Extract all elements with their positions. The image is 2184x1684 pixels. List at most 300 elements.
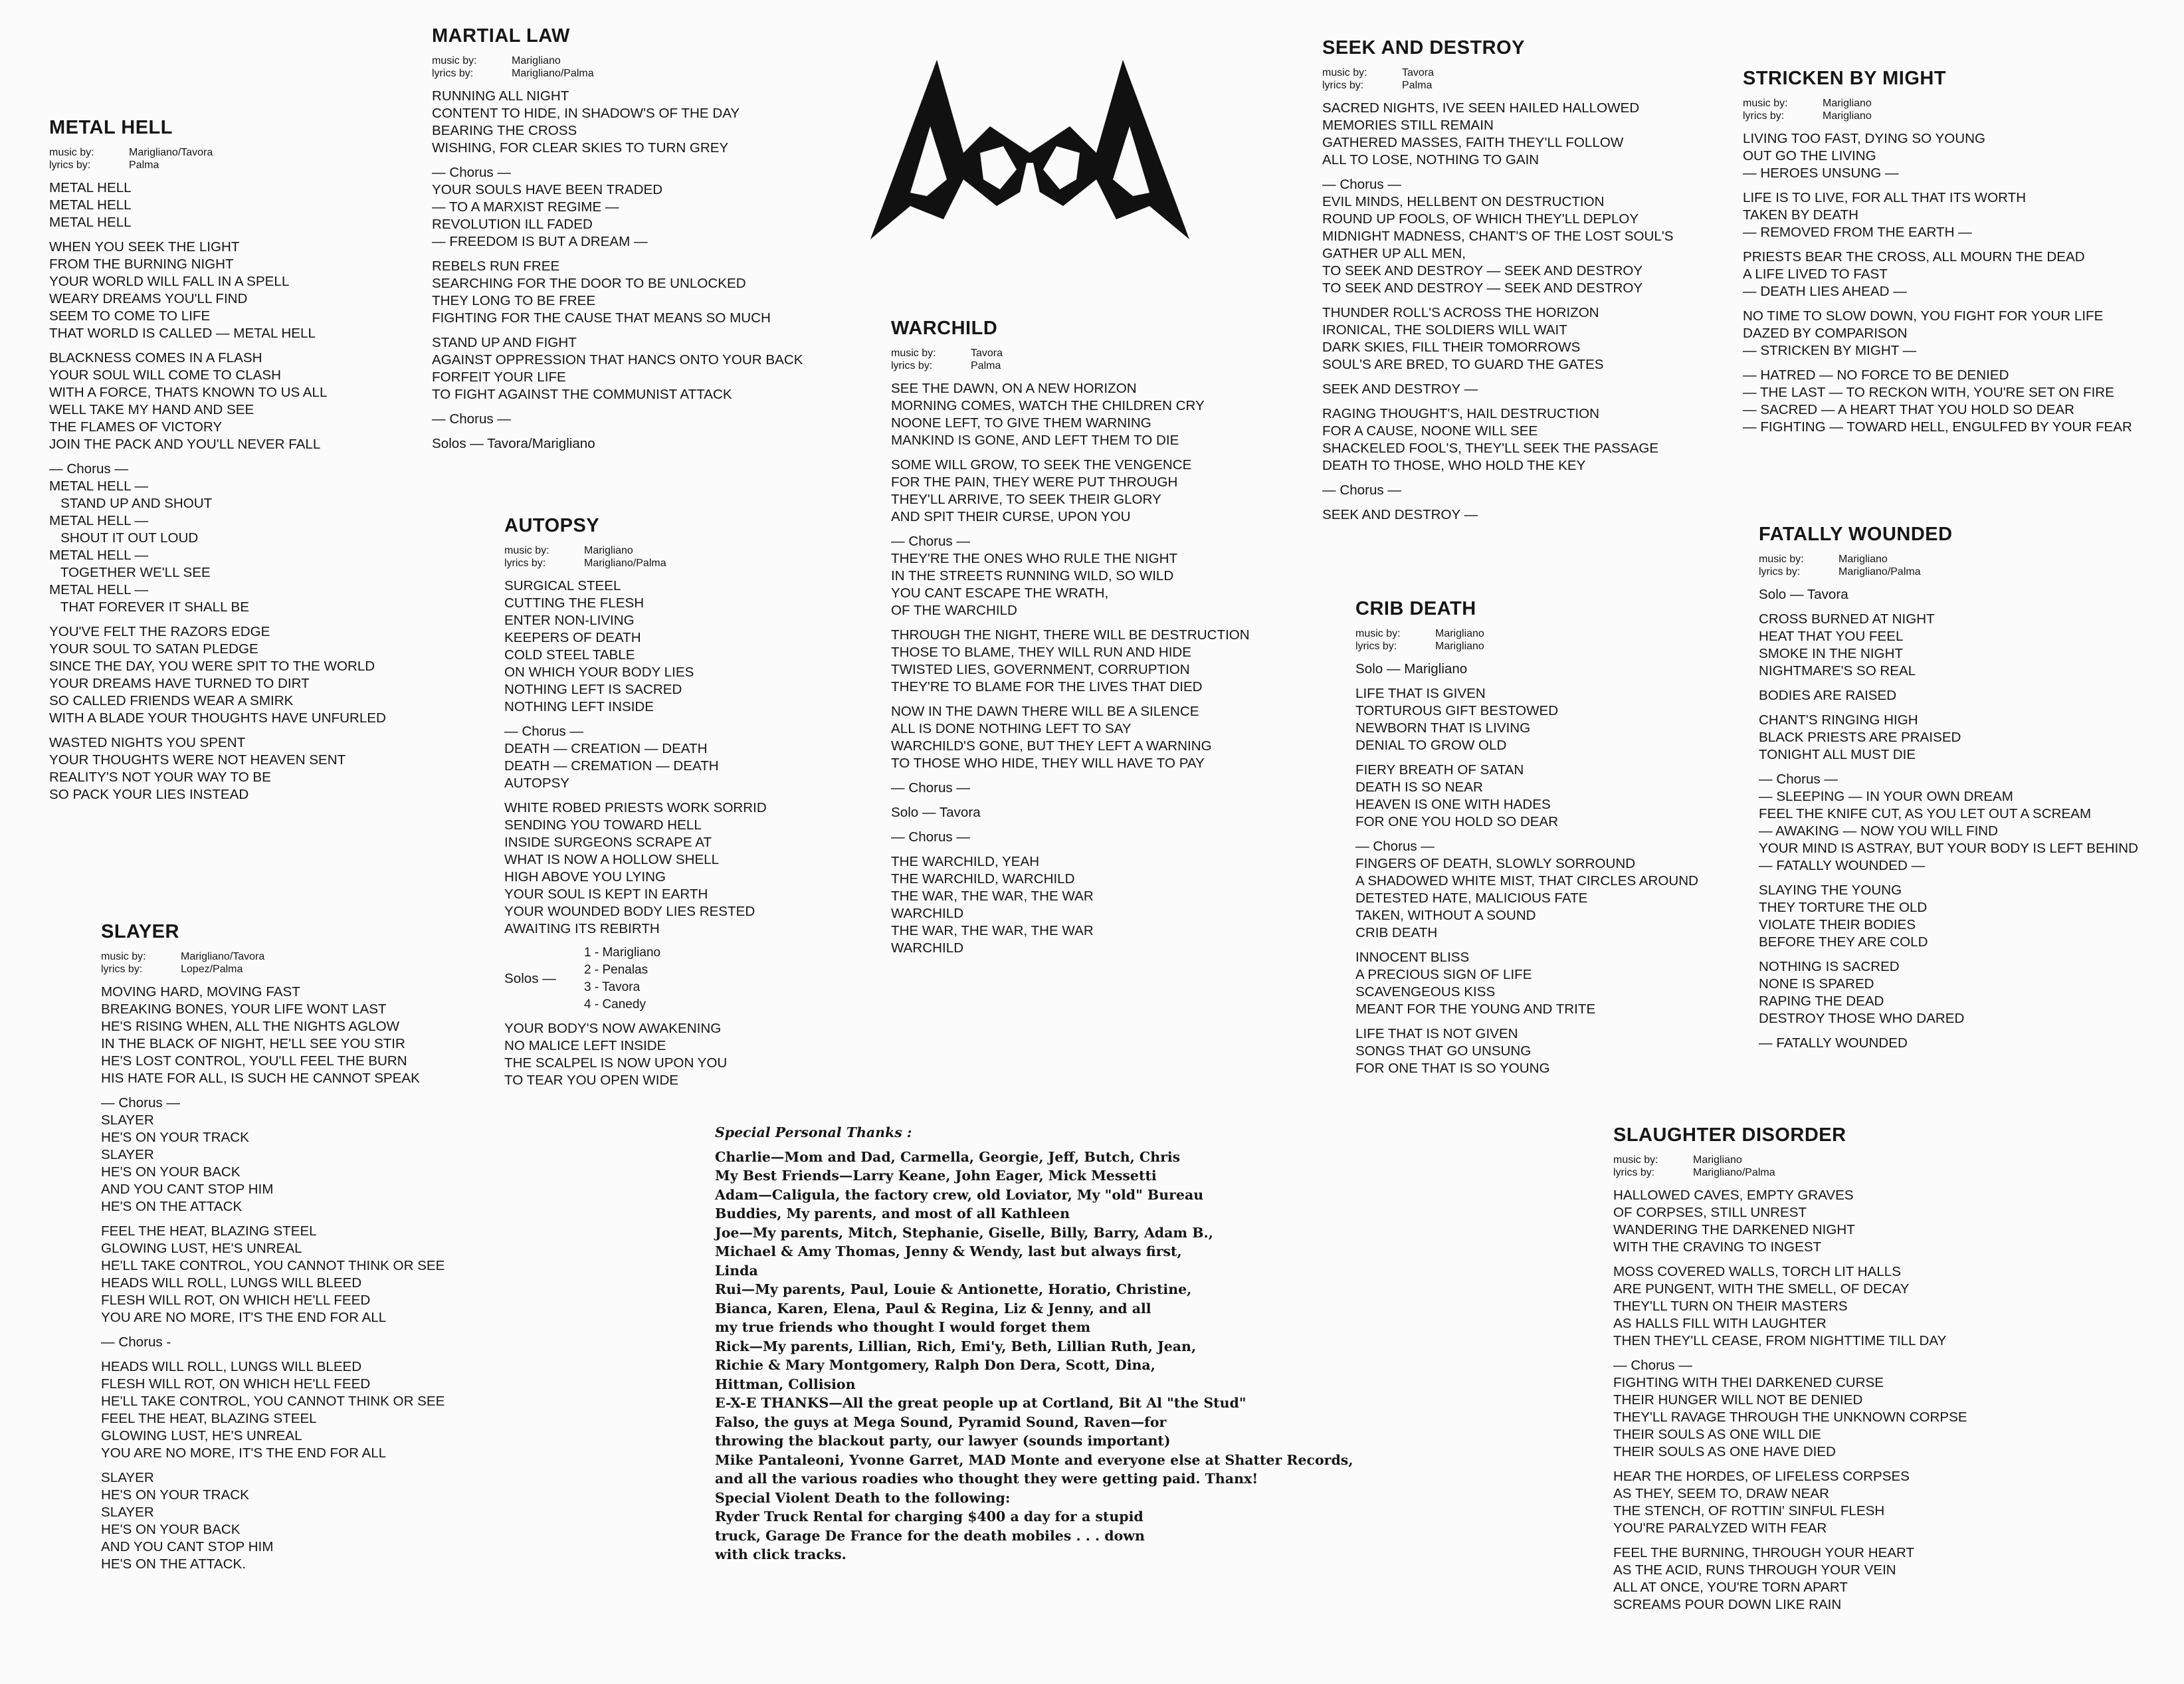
text-line: YOUR WOUNDED BODY LIES RESTED bbox=[504, 904, 755, 919]
text-line: — STRICKEN BY MIGHT — bbox=[1743, 343, 1917, 358]
thanks-lines bbox=[715, 1148, 1406, 1564]
text-line: RAGING THOUGHT'S, HAIL DESTRUCTION bbox=[1322, 406, 1599, 421]
text-line: My Best Friends—Larry Keane, John Eager, Mick Messetti bbox=[715, 1168, 1157, 1184]
lyrics-credit: Palma bbox=[129, 159, 159, 171]
song-warchild bbox=[891, 318, 1303, 957]
text-line: REALITY'S NOT YOUR WAY TO BE bbox=[49, 770, 271, 785]
text-line: Solo — Marigliano bbox=[1355, 661, 1468, 677]
text-line: Hittman, Collision bbox=[715, 1376, 856, 1392]
stanza-gap bbox=[1759, 764, 2181, 771]
music-credit: Tavora bbox=[1402, 67, 1435, 78]
text-line: SO CALLED FRIENDS WEAR A SMIRK bbox=[49, 693, 294, 708]
text-line: THEN THEY'LL CEASE, FROM NIGHTTIME TILL DAY bbox=[1613, 1333, 1947, 1348]
text-line: THEIR SOULS AS ONE HAVE DIED bbox=[1613, 1444, 1836, 1459]
thanks-heading: Special Personal Thanks : bbox=[715, 1124, 912, 1140]
text-line: MEANT FOR THE YOUNG AND TRITE bbox=[1355, 1001, 1596, 1017]
text-line: MOSS COVERED WALLS, TORCH LIT HALLS bbox=[1613, 1264, 1901, 1279]
text-line: WARCHILD'S GONE, BUT THEY LEFT A WARNING bbox=[891, 738, 1212, 754]
text-line: SONGS THAT GO UNSUNG bbox=[1355, 1043, 1532, 1059]
text-line: Solo — Tavora bbox=[891, 805, 981, 820]
text-line: WITH THE CRAVING TO INGEST bbox=[1613, 1239, 1822, 1255]
stanza-gap bbox=[101, 1326, 513, 1334]
song-title: CRIB DEATH bbox=[1355, 598, 1476, 619]
song-credits bbox=[101, 951, 513, 976]
text-line: TOGETHER WE'LL SEE bbox=[49, 565, 211, 580]
stanza-gap bbox=[432, 403, 831, 411]
stanza-gap bbox=[1355, 1018, 1754, 1025]
text-line: YOUR SOUL IS KEPT IN EARTH bbox=[504, 887, 708, 902]
text-line: SCAVENGEOUS KISS bbox=[1355, 984, 1496, 1000]
text-line: THEY'LL ARRIVE, TO SEEK THEIR GLORY bbox=[891, 492, 1161, 507]
stanza-gap bbox=[891, 449, 1303, 457]
text-line: THEY'RE TO BLAME FOR THE LIVES THAT DIED bbox=[891, 679, 1203, 694]
text-line: — SLEEPING — IN YOUR OWN DREAM bbox=[1759, 789, 2013, 804]
text-line: — Chorus — bbox=[1613, 1358, 1693, 1373]
text-line: 1 - Marigliano bbox=[584, 946, 661, 960]
text-line: TO SEEK AND DESTROY — SEEK AND DESTROY bbox=[1322, 280, 1643, 296]
text-line: DEATH — CREMATION — DEATH bbox=[504, 758, 719, 774]
stanza-gap bbox=[891, 696, 1303, 703]
text-line: with click tracks. bbox=[715, 1546, 846, 1562]
stanza-gap bbox=[49, 727, 448, 734]
stanza-gap bbox=[101, 1215, 513, 1223]
lyrics-block bbox=[504, 1020, 837, 1089]
text-line: HEAR THE HORDES, OF LIFELESS CORPSES bbox=[1613, 1469, 1910, 1484]
text-line: and all the various roadies who thought they were getting paid. Thanx! bbox=[715, 1471, 1258, 1487]
song-stricken-by-might bbox=[1721, 68, 2159, 436]
text-line: BREAKING BONES, YOUR LIFE WONT LAST bbox=[101, 1001, 387, 1017]
text-line: BLACKNESS COMES IN A FLASH bbox=[49, 350, 262, 366]
text-line: METAL HELL — bbox=[49, 478, 149, 494]
stanza-gap bbox=[1322, 169, 1734, 176]
exe-band-logo-icon bbox=[864, 53, 1196, 253]
lyrics-label: lyrics by: bbox=[1743, 110, 1785, 122]
text-line: NOTHING LEFT IS SACRED bbox=[504, 682, 682, 697]
song-title: STRICKEN BY MIGHT bbox=[1743, 68, 1947, 89]
text-line: HIS HATE FOR ALL, IS SUCH HE CANNOT SPEAK bbox=[101, 1071, 420, 1086]
text-line: CUTTING THE FLESH bbox=[504, 595, 645, 611]
stanza-gap bbox=[891, 526, 1303, 533]
music-label: music by: bbox=[1355, 628, 1401, 639]
lyrics-label: lyrics by: bbox=[49, 159, 91, 171]
text-line: BEFORE THEY ARE COLD bbox=[1759, 934, 1928, 950]
text-line: — Chorus — bbox=[101, 1095, 181, 1110]
text-line: my true friends who thought I would forget them bbox=[715, 1319, 1091, 1335]
text-line: HE'S ON THE ATTACK bbox=[101, 1199, 243, 1214]
lyrics-block bbox=[1613, 1187, 2038, 1614]
song-title: SEEK AND DESTROY bbox=[1322, 37, 1526, 58]
text-line: — Chorus — bbox=[504, 724, 584, 739]
stanza-gap bbox=[891, 846, 1303, 853]
text-line: E-X-E THANKS—All the great people up at Cortland, Bit Al "the Stud" bbox=[715, 1395, 1246, 1411]
text-line: — FIGHTING — TOWARD HELL, ENGULFED BY YOUR FEAR bbox=[1743, 419, 2132, 435]
solos-list bbox=[584, 944, 660, 1013]
text-line: FEEL THE BURNING, THROUGH YOUR HEART bbox=[1613, 1545, 1915, 1560]
text-line: GLOWING LUST, HE'S UNREAL bbox=[101, 1241, 302, 1256]
text-line: TORTUROUS GIFT BESTOWED bbox=[1355, 703, 1559, 718]
song-metal-hell bbox=[49, 117, 448, 803]
text-line: NOTHING IS SACRED bbox=[1759, 959, 1900, 974]
text-line: — HATRED — NO FORCE TO BE DENIED bbox=[1743, 368, 2009, 383]
text-line: VIOLATE THEIR BODIES bbox=[1759, 917, 1916, 932]
text-line: RUNNING ALL NIGHT bbox=[432, 88, 569, 104]
music-label: music by: bbox=[504, 545, 549, 556]
text-line: OF THE WARCHILD bbox=[891, 603, 1017, 618]
text-line: DENIAL TO GROW OLD bbox=[1355, 738, 1507, 753]
song-credits bbox=[1613, 1154, 2038, 1179]
stanza-gap bbox=[49, 342, 448, 350]
text-line: FOR A CAUSE, NOONE WILL SEE bbox=[1322, 423, 1538, 439]
music-credit: Tavora bbox=[971, 348, 1003, 359]
lyrics-credit: Palma bbox=[1402, 80, 1433, 91]
text-line: — FATALLY WOUNDED bbox=[1759, 1035, 1908, 1051]
text-line: ON WHICH YOUR BODY LIES bbox=[504, 665, 694, 680]
stanza-gap bbox=[891, 772, 1303, 780]
song-title: FATALLY WOUNDED bbox=[1759, 524, 1953, 545]
text-line: A LIFE LIVED TO FAST bbox=[1743, 266, 1888, 282]
stanza-gap bbox=[1613, 1537, 2038, 1544]
text-line: STAND UP AND FIGHT bbox=[432, 335, 577, 350]
stanza-gap bbox=[1743, 241, 2159, 249]
text-line: WARCHILD bbox=[891, 906, 964, 921]
text-line: SEEK AND DESTROY — bbox=[1322, 381, 1478, 397]
music-label: music by: bbox=[1322, 67, 1367, 78]
text-line: THE WARCHILD, WARCHILD bbox=[891, 871, 1075, 887]
text-line: FIERY BREATH OF SATAN bbox=[1355, 762, 1524, 778]
text-line: SURGICAL STEEL bbox=[504, 578, 621, 593]
song-credits bbox=[504, 545, 837, 570]
text-line: A SHADOWED WHITE MIST, THAT CIRCLES AROUND bbox=[1355, 873, 1699, 889]
music-credit: Marigliano bbox=[1838, 554, 1888, 565]
song-credits bbox=[432, 55, 831, 80]
text-line: AND SPIT THEIR CURSE, UPON YOU bbox=[891, 509, 1131, 524]
music-credit: Marigliano bbox=[1823, 98, 1872, 109]
text-line: THEIR HUNGER WILL NOT BE DENIED bbox=[1613, 1392, 1863, 1408]
text-line: AS THE ACID, RUNS THROUGH YOUR VEIN bbox=[1613, 1562, 1896, 1578]
text-line: A PRECIOUS SIGN OF LIFE bbox=[1355, 967, 1532, 982]
music-label: music by: bbox=[49, 147, 94, 158]
stanza-gap bbox=[49, 616, 448, 623]
music-label: music by: bbox=[891, 348, 936, 359]
text-line: HEAVEN IS ONE WITH HADES bbox=[1355, 797, 1551, 812]
text-line: FEEL THE HEAT, BLAZING STEEL bbox=[101, 1411, 317, 1426]
text-line: NO MALICE LEFT INSIDE bbox=[504, 1038, 666, 1053]
text-line: NIGHTMARE'S SO REAL bbox=[1759, 663, 1916, 679]
text-line: — Chorus — bbox=[1322, 177, 1402, 192]
text-line: YOUR THOUGHTS WERE NOT HEAVEN SENT bbox=[49, 752, 346, 768]
text-line: GLOWING LUST, HE'S UNREAL bbox=[101, 1428, 302, 1443]
lyrics-block bbox=[1736, 586, 2181, 1052]
text-line: — Chorus — bbox=[1322, 482, 1402, 498]
text-line: AS THEY, SEEM TO, DRAW NEAR bbox=[1613, 1486, 1830, 1501]
text-line: ARE PUNGENT, WITH THE SMELL, OF DECAY bbox=[1613, 1281, 1910, 1297]
text-line: THEY LONG TO BE FREE bbox=[432, 293, 596, 308]
text-line: DEATH TO THOSE, WHO HOLD THE KEY bbox=[1322, 458, 1586, 473]
text-line: LIVING TOO FAST, DYING SO YOUNG bbox=[1743, 131, 1986, 146]
text-line: — Chorus — bbox=[891, 829, 971, 845]
text-line: AUTOPSY bbox=[504, 776, 570, 791]
text-line: Charlie—Mom and Dad, Carmella, Georgie, Jeff, Butch, Chris bbox=[715, 1148, 1181, 1165]
text-line: METAL HELL bbox=[49, 180, 132, 195]
text-line: Joe—My parents, Mitch, Stephanie, Giselle, Billy, Barry, Adam B., bbox=[715, 1224, 1213, 1241]
text-line: LIFE IS TO LIVE, FOR ALL THAT ITS WORTH bbox=[1743, 190, 2027, 205]
text-line: TO THOSE WHO HIDE, THEY WILL HAVE TO PAY bbox=[891, 756, 1205, 771]
text-line: Rui—My parents, Paul, Louie & Antionette, Horatio, Christine, bbox=[715, 1281, 1192, 1297]
lyrics-credit: Lopez/Palma bbox=[181, 964, 243, 975]
text-line: TWISTED LIES, GOVERNMENT, CORRUPTION bbox=[891, 662, 1190, 677]
text-line: FLESH WILL ROT, ON WHICH HE'LL FEED bbox=[101, 1293, 371, 1308]
text-line: MIDNIGHT MADNESS, CHANT'S OF THE LOST SOUL'S bbox=[1322, 229, 1674, 244]
text-line: THAT WORLD IS CALLED — METAL HELL bbox=[49, 326, 316, 341]
text-line: FEEL THE HEAT, BLAZING STEEL bbox=[101, 1223, 317, 1239]
stanza-gap bbox=[1322, 297, 1734, 304]
text-line: JOIN THE PACK AND YOU'LL NEVER FALL bbox=[49, 437, 321, 452]
text-line: MANKIND IS GONE, AND LEFT THEM TO DIE bbox=[891, 433, 1179, 448]
text-line: — Chorus — bbox=[432, 411, 512, 427]
text-line: HE'S ON YOUR BACK bbox=[101, 1164, 241, 1180]
lyrics-credit: Marigliano/Palma bbox=[1838, 566, 1921, 578]
music-credit: Marigliano bbox=[584, 545, 633, 556]
text-line: — Chorus — bbox=[891, 534, 971, 549]
solos-label: Solos — bbox=[504, 971, 556, 986]
text-line: SLAYER bbox=[101, 1505, 154, 1520]
stanza-gap bbox=[101, 1462, 513, 1469]
stanza-gap bbox=[1759, 1027, 2181, 1035]
text-line: — DEATH LIES AHEAD — bbox=[1743, 284, 1907, 299]
text-line: 2 - Penalas bbox=[584, 963, 648, 977]
stanza-gap bbox=[101, 1351, 513, 1358]
text-line: — THE LAST — TO RECKON WITH, YOU'RE SET ON FIRE bbox=[1743, 385, 2114, 400]
text-line: SEEM TO COME TO LIFE bbox=[49, 308, 211, 324]
text-line: YOUR DREAMS HAVE TURNED TO DIRT bbox=[49, 676, 310, 691]
song-martial-law bbox=[432, 25, 831, 453]
song-seek-and-destroy bbox=[1322, 37, 1734, 524]
text-line: THE STENCH, OF ROTTIN' SINFUL FLESH bbox=[1613, 1503, 1885, 1519]
lyrics-block bbox=[1322, 100, 1734, 524]
text-line: SMOKE IN THE NIGHT bbox=[1759, 646, 1904, 661]
text-line: FIGHTING WITH THEI DARKENED CURSE bbox=[1613, 1375, 1884, 1390]
lyrics-credit: Marigliano/Palma bbox=[512, 68, 594, 79]
text-line: KEEPERS OF DEATH bbox=[504, 630, 641, 645]
text-line: HE'S ON YOUR TRACK bbox=[101, 1487, 249, 1503]
text-line: FOR ONE THAT IS SO YOUNG bbox=[1355, 1061, 1550, 1076]
text-line: AGAINST OPPRESSION THAT HANCS ONTO YOUR BACK bbox=[432, 352, 803, 368]
text-line: FROM THE BURNING NIGHT bbox=[49, 257, 234, 272]
music-label: music by: bbox=[1743, 98, 1788, 109]
text-line: REBELS RUN FREE bbox=[432, 259, 560, 274]
text-line: THE WAR, THE WAR, THE WAR bbox=[891, 923, 1094, 938]
text-line: ALL IS DONE NOTHING LEFT TO SAY bbox=[891, 721, 1132, 736]
text-line: METAL HELL bbox=[49, 197, 132, 213]
text-line: WARCHILD bbox=[891, 940, 964, 956]
text-line: WITH A BLADE YOUR THOUGHTS HAVE UNFURLED bbox=[49, 710, 386, 726]
stanza-gap bbox=[891, 797, 1303, 804]
text-line: Ryder Truck Rental for charging $400 a day for a stupid bbox=[715, 1509, 1143, 1525]
lyrics-block bbox=[1721, 130, 2159, 436]
text-line: Special Violent Death to the following: bbox=[715, 1489, 1011, 1506]
text-line: Solo — Tavora bbox=[1759, 587, 1848, 602]
text-line: TAKEN BY DEATH bbox=[1743, 207, 1858, 223]
stanza-gap bbox=[1743, 360, 2159, 367]
text-line: IN THE STREETS RUNNING WILD, SO WILD bbox=[891, 568, 1174, 583]
lyrics-block bbox=[101, 984, 513, 1573]
text-line: MORNING COMES, WATCH THE CHILDREN CRY bbox=[891, 398, 1205, 413]
stanza-gap bbox=[1759, 680, 2181, 687]
music-credit: Marigliano bbox=[1435, 628, 1484, 639]
stanza-gap bbox=[1743, 300, 2159, 308]
text-line: TAKEN, WITHOUT A SOUND bbox=[1355, 908, 1536, 923]
text-line: YOUR SOUL TO SATAN PLEDGE bbox=[49, 641, 258, 657]
text-line: 3 - Tavora bbox=[584, 980, 641, 994]
text-line: IRONICAL, THE SOLDIERS WILL WAIT bbox=[1322, 322, 1567, 338]
text-line: BLACK PRIESTS ARE PRAISED bbox=[1759, 730, 1961, 745]
lyrics-block bbox=[891, 380, 1303, 957]
text-line: THOSE TO BLAME, THEY WILL RUN AND HIDE bbox=[891, 645, 1192, 660]
text-line: FOR THE PAIN, THEY WERE PUT THROUGH bbox=[891, 474, 1178, 490]
text-line: — Chorus — bbox=[432, 165, 512, 180]
stanza-gap bbox=[504, 792, 837, 799]
text-line: FOR ONE YOU HOLD SO DEAR bbox=[1355, 814, 1559, 829]
text-line: Mike Pantaleoni, Yvonne Garret, MAD Monte and everyone else at Shatter Records, bbox=[715, 1451, 1353, 1468]
text-line: DESTROY THOSE WHO DARED bbox=[1759, 1011, 1965, 1026]
text-line: — Chorus — bbox=[891, 780, 971, 795]
lyrics-label: lyrics by: bbox=[432, 68, 474, 79]
text-line: Richie & Mary Montgomery, Ralph Don Dera, Scott, Dina, bbox=[715, 1357, 1155, 1373]
text-line: RAPING THE DEAD bbox=[1759, 994, 1884, 1009]
text-line: CRIB DEATH bbox=[1355, 925, 1438, 940]
text-line: YOUR SOULS HAVE BEEN TRADED bbox=[432, 182, 663, 197]
text-line: Buddies, My parents, and most of all Kathleen bbox=[715, 1206, 1070, 1221]
song-credits bbox=[1322, 67, 1734, 92]
text-line: CONTENT TO HIDE, IN SHADOW'S OF THE DAY bbox=[432, 106, 740, 121]
text-line: LIFE THAT IS GIVEN bbox=[1355, 686, 1486, 701]
lyrics-credit: Marigliano bbox=[1435, 641, 1484, 652]
text-line: SLAYER bbox=[101, 1112, 154, 1128]
music-label: music by: bbox=[101, 951, 146, 962]
song-autopsy bbox=[504, 515, 837, 1089]
lyrics-label: lyrics by: bbox=[1759, 566, 1801, 578]
text-line: FIGHTING FOR THE CAUSE THAT MEANS SO MUCH bbox=[432, 310, 771, 326]
text-line: HE'S ON YOUR BACK bbox=[101, 1522, 241, 1537]
stanza-gap bbox=[432, 157, 831, 164]
text-line: HE'S LOST CONTROL, YOU'LL FEEL THE BURN bbox=[101, 1053, 407, 1069]
stanza-gap bbox=[1322, 474, 1734, 482]
text-line: HE'LL TAKE CONTROL, YOU CANNOT THINK OR SEE bbox=[101, 1394, 445, 1409]
lyrics-block bbox=[432, 88, 831, 453]
text-line: NEWBORN THAT IS LIVING bbox=[1355, 720, 1531, 736]
song-credits bbox=[891, 348, 1303, 372]
text-line: WELL TAKE MY HAND AND SEE bbox=[49, 402, 254, 417]
text-line: SHOUT IT OUT LOUD bbox=[49, 530, 199, 546]
text-line: GATHER UP ALL MEN, bbox=[1322, 246, 1466, 261]
text-line: TO TEAR YOU OPEN WIDE bbox=[504, 1073, 679, 1088]
text-line: Rick—My parents, Lillian, Rich, Emi'y, Beth, Lillian Ruth, Jean, bbox=[715, 1338, 1197, 1354]
text-line: WHAT IS NOW A HOLLOW SHELL bbox=[504, 852, 720, 867]
text-line: WEARY DREAMS YOU'LL FIND bbox=[49, 291, 248, 306]
special-thanks bbox=[715, 1123, 1406, 1564]
song-title: AUTOPSY bbox=[504, 515, 600, 536]
stanza-gap bbox=[101, 1087, 513, 1095]
text-line: CHANT'S RINGING HIGH bbox=[1759, 712, 1918, 728]
text-line: — Chorus — bbox=[1355, 839, 1435, 854]
text-line: DEATH IS SO NEAR bbox=[1355, 780, 1483, 795]
text-line: — AWAKING — NOW YOU WILL FIND bbox=[1759, 823, 1999, 839]
lyrics-label: lyrics by: bbox=[1355, 641, 1397, 652]
text-line: THE WARCHILD, YEAH bbox=[891, 854, 1040, 869]
text-line: THAT FOREVER IT SHALL BE bbox=[49, 599, 249, 615]
stanza-gap bbox=[1355, 678, 1754, 685]
text-line: COLD STEEL TABLE bbox=[504, 647, 635, 663]
text-line: WHEN YOU SEEK THE LIGHT bbox=[49, 239, 240, 255]
text-line: ALL AT ONCE, YOU'RE TORN APART bbox=[1613, 1580, 1848, 1595]
text-line: AWAITING ITS REBIRTH bbox=[504, 921, 660, 936]
song-credits bbox=[1759, 554, 2181, 578]
text-line: THEY TORTURE THE OLD bbox=[1759, 900, 1928, 915]
lyrics-credit: Marigliano bbox=[1823, 110, 1872, 122]
stanza-gap bbox=[504, 716, 837, 723]
text-line: WITH A FORCE, THATS KNOWN TO US ALL bbox=[49, 385, 328, 400]
text-line: MOVING HARD, MOVING FAST bbox=[101, 984, 300, 1000]
text-line: STAND UP AND SHOUT bbox=[49, 496, 213, 511]
text-line: SACRED NIGHTS, IVE SEEN HAILED HALLOWED bbox=[1322, 100, 1640, 116]
stanza-gap bbox=[1743, 182, 2159, 189]
stanza-gap bbox=[1759, 704, 2181, 712]
text-line: YOUR WORLD WILL FALL IN A SPELL bbox=[49, 274, 290, 289]
text-line: — Chorus - bbox=[101, 1334, 171, 1350]
text-line: throwing the blackout party, our lawyer (sounds important) bbox=[715, 1433, 1171, 1449]
lyrics-credit: Marigliano/Palma bbox=[584, 558, 666, 569]
text-line: DARK SKIES, FILL THEIR TOMORROWS bbox=[1322, 340, 1581, 355]
stanza-gap bbox=[1322, 499, 1734, 506]
text-line: THEY'LL TURN ON THEIR MASTERS bbox=[1613, 1299, 1848, 1314]
text-line: THE WAR, THE WAR, THE WAR bbox=[891, 889, 1094, 904]
music-label: music by: bbox=[1759, 554, 1804, 565]
lyrics-block bbox=[504, 578, 837, 938]
text-line: DEATH — CREATION — DEATH bbox=[504, 741, 708, 756]
text-line: SLAYER bbox=[101, 1470, 154, 1485]
text-line: NO TIME TO SLOW DOWN, YOU FIGHT FOR YOUR LIFE bbox=[1743, 308, 2104, 324]
text-line: YOU ARE NO MORE, IT'S THE END FOR ALL bbox=[101, 1310, 387, 1325]
lyrics-block bbox=[49, 179, 448, 803]
text-line: METAL HELL — bbox=[49, 582, 149, 597]
song-title: SLAYER bbox=[101, 921, 179, 942]
music-credit: Marigliano bbox=[1693, 1154, 1742, 1166]
text-line: INNOCENT BLISS bbox=[1355, 950, 1470, 965]
text-line: — REMOVED FROM THE EARTH — bbox=[1743, 225, 1972, 240]
text-line: SENDING YOU TOWARD HELL bbox=[504, 817, 702, 833]
song-credits bbox=[49, 147, 448, 171]
text-line: OF CORPSES, STILL UNREST bbox=[1613, 1205, 1807, 1220]
song-title: MARTIAL LAW bbox=[432, 25, 570, 47]
stanza-gap bbox=[1355, 831, 1754, 838]
lyrics-label: lyrics by: bbox=[1613, 1167, 1655, 1178]
text-line: HE'S ON THE ATTACK. bbox=[101, 1556, 246, 1572]
text-line: Falso, the guys at Mega Sound, Pyramid Sound, Raven—for bbox=[715, 1414, 1167, 1430]
song-slayer bbox=[101, 921, 513, 1573]
text-line: SOUL'S ARE BRED, TO GUARD THE GATES bbox=[1322, 357, 1604, 372]
music-label: music by: bbox=[432, 55, 477, 66]
lyrics-credit: Palma bbox=[971, 360, 1001, 371]
text-line: WANDERING THE DARKENED NIGHT bbox=[1613, 1222, 1855, 1237]
text-line: TO SEEK AND DESTROY — SEEK AND DESTROY bbox=[1322, 263, 1643, 278]
text-line: DAZED BY COMPARISON bbox=[1743, 326, 1908, 341]
stanza-gap bbox=[432, 327, 831, 334]
text-line: HEAT THAT YOU FEEL bbox=[1759, 629, 1904, 644]
stanza-gap bbox=[1322, 398, 1734, 405]
music-label: music by: bbox=[1613, 1154, 1658, 1166]
text-line: TO FIGHT AGAINST THE COMMUNIST ATTACK bbox=[432, 387, 732, 402]
text-line: BODIES ARE RAISED bbox=[1759, 688, 1897, 703]
